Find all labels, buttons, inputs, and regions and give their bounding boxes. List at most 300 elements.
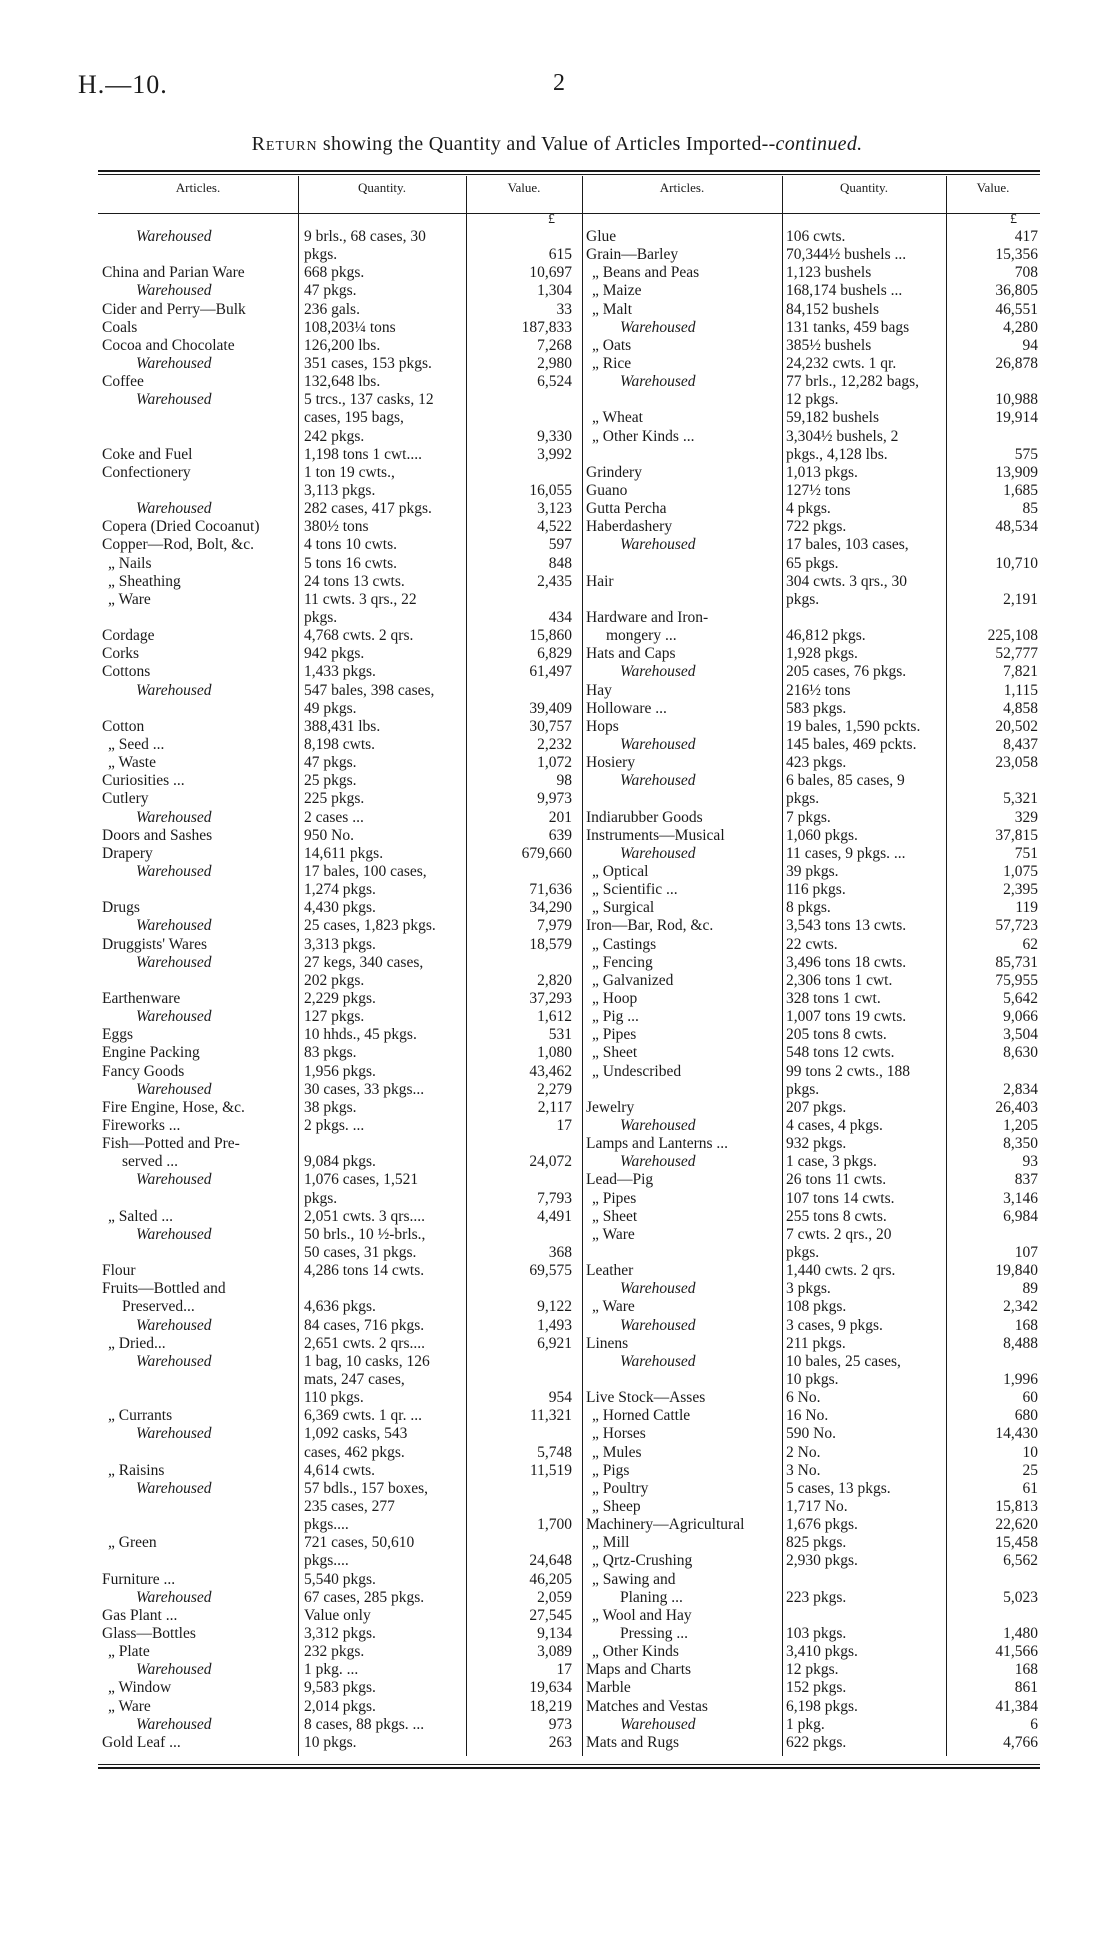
running-header-code: H.—10. [78,70,168,99]
value-cell: 1,205 [1003,1117,1038,1134]
article-cell: „ Undescribed [592,1062,682,1080]
value-cell: 5,748 [537,1443,572,1461]
table-row [586,428,1036,446]
quantity-cell: pkgs. [304,609,338,626]
value-cell: 2,834 [1003,1080,1038,1098]
col-head-quantity-left: Quantity. [358,180,406,195]
article-cell: Holloware ... [586,699,667,717]
value-cell: 9,973 [537,790,572,808]
col-head-value-right: Value. [976,180,1010,195]
article-cell: Engine Packing [102,1044,200,1062]
table-row [586,1026,1036,1044]
value-cell: 43,462 [529,1062,572,1080]
table-row [102,337,572,355]
value-cell: 7,821 [1003,663,1038,681]
article-cell: Confectionery [102,463,191,481]
quantity-cell: 59,182 bushels [786,409,879,427]
quantity-cell: 1,060 pkgs. [786,826,858,844]
quantity-cell: 27 kegs, 340 cases, [304,953,424,971]
quantity-cell: 1,007 tons 19 cwts. [786,1008,907,1026]
value-cell: 2,342 [1003,1298,1038,1316]
quantity-cell: 3,496 tons 18 cwts. [786,953,907,971]
value-cell: 417 [1014,228,1038,245]
article-cell: „ Pig ... [592,1008,639,1026]
article-cell: Warehoused [620,1117,696,1134]
value-cell [948,609,1038,627]
quantity-cell: 3,304½ bushels, 2 [786,427,899,445]
table-row [586,1044,1036,1062]
value-cell: 19,840 [995,1262,1038,1280]
value-cell: 27,545 [529,1606,572,1624]
article-cell: „ Maize [592,282,642,300]
quantity-cell: pkgs. [304,246,338,264]
value-cell [948,1607,1038,1625]
value-cell: 24,072 [529,1153,572,1171]
quantity-cell: 8,198 cwts. [304,736,376,753]
value-cell: 4,858 [1003,699,1038,717]
article-cell: „ Sawing and [592,1570,676,1588]
article-cell: Haberdashery [586,518,673,536]
article-cell: Fish—Potted and Pre- [102,1135,240,1153]
quantity-cell [786,1571,944,1589]
table-row [586,1516,1036,1534]
value-cell: 1,685 [1003,482,1038,499]
value-cell: 3,123 [537,500,572,518]
quantity-cell: 4 pkgs. [786,500,831,518]
table-row [102,264,572,282]
table-row [586,700,1036,718]
article-cell: Warehoused [136,391,212,409]
article-cell [102,409,294,427]
table-row [102,1226,572,1244]
quantity-cell: 622 pkgs. [786,1733,847,1751]
table-row [586,1661,1036,1679]
value-cell: 6,562 [1003,1552,1038,1570]
article-cell: „ Optical [592,863,649,880]
article-cell: Cottons [102,663,151,681]
value-cell: 1,493 [537,1316,572,1334]
article-cell: „ Horned Cattle [592,1407,691,1425]
table-row [102,1117,572,1135]
table-row [586,1425,1036,1443]
value-cell: 5,642 [1003,990,1038,1007]
value-cell: 10,697 [529,264,572,282]
quantity-cell: 1,676 pkgs. [786,1516,858,1534]
table-row [102,1063,572,1081]
article-cell: Warehoused [620,1316,696,1334]
table-row [102,845,572,863]
value-cell: 89 [1022,1280,1038,1298]
value-cell: 225,108 [987,627,1038,645]
value-cell: 837 [1014,1171,1038,1189]
table-row [102,1607,572,1625]
article-cell: Curiosities ... [102,772,185,790]
article-cell: Cordage [102,627,155,645]
table-row [102,1425,572,1443]
table-row [102,555,572,573]
currency-symbol-right: £ [1010,212,1017,227]
table-row [586,1679,1036,1697]
quantity-cell: 57 bdls., 157 boxes, [304,1479,428,1497]
article-cell: Warehoused [136,953,212,971]
table-row [586,355,1036,373]
article-cell: „ Sheathing [108,572,181,590]
table-row [586,373,1036,391]
table-row [586,1190,1036,1208]
currency-symbol-left: £ [548,212,555,227]
table-row [586,1081,1036,1099]
quantity-cell: 84 cases, 716 pkgs. [304,1316,425,1334]
table-row [102,1371,572,1389]
value-cell: 1,700 [537,1516,572,1534]
quantity-cell: 548 tons 12 cwts. [786,1044,895,1062]
page-number: 2 [553,70,565,96]
article-cell: Marble [586,1679,631,1697]
article-cell: Glass—Bottles [102,1625,196,1642]
quantity-cell: 3 cases, 9 pkgs. [786,1316,883,1334]
value-cell: 6,921 [537,1334,572,1352]
article-cell: Drugs [102,899,140,917]
value-cell: 9,134 [537,1625,572,1642]
value-cell: 4,522 [537,518,572,536]
value-cell: 10,988 [995,391,1038,409]
value-cell: 973 [548,1715,572,1733]
quantity-cell: 47 pkgs. [304,754,357,772]
article-cell: Warehoused [620,1715,696,1733]
value-cell: 11,519 [529,1461,572,1479]
article-cell: Copera (Dried Cocoanut) [102,518,260,536]
table-row [102,1498,572,1516]
table-row [586,1280,1036,1298]
article-cell [102,1498,294,1516]
quantity-cell: 70,344½ bushels ... [786,246,907,264]
value-cell: 26,878 [995,355,1038,372]
article-cell: Instruments—Musical [586,826,725,844]
article-cell [586,391,780,409]
article-cell: „ Sheep [592,1498,641,1515]
article-cell: „ Other Kinds [592,1643,679,1661]
value-cell [472,1226,572,1244]
article-cell: „ Other Kinds ... [592,427,695,445]
value-cell: 168 [1014,1316,1038,1334]
table-row [586,573,1036,591]
table-row [586,1063,1036,1081]
value-cell [472,1534,572,1552]
quantity-cell: 50 brls., 10 ½-brls., [304,1225,426,1243]
quantity-cell: pkgs. [304,1189,338,1207]
article-cell: Leather [586,1262,634,1280]
value-cell [948,573,1038,591]
table-row [586,1571,1036,1589]
quantity-cell: 8 pkgs. [786,899,831,917]
quantity-cell: 22 cwts. [786,935,838,953]
table-row [586,790,1036,808]
article-cell: Glue [586,228,617,245]
value-cell: 1,075 [1003,863,1038,880]
article-cell: „ Sheet [592,1207,638,1225]
table-row [586,1171,1036,1189]
value-cell: 41,384 [995,1697,1038,1715]
table-row [586,1462,1036,1480]
value-cell: 2,191 [1003,590,1038,608]
quantity-cell: 5 tons 16 cwts. [304,554,397,572]
table-row [102,500,572,518]
quantity-cell: 12 pkgs. [786,1661,839,1679]
value-cell: 3,146 [1003,1189,1038,1207]
quantity-cell: 328 tons 1 cwt. [786,990,881,1007]
article-cell: „ Raisins [108,1461,165,1479]
table-row [102,1734,572,1752]
quantity-cell: 282 cases, 417 pkgs. [304,500,432,518]
table-row [586,1643,1036,1661]
article-cell [102,609,294,627]
article-cell: Iron—Bar, Rod, &c. [586,917,714,935]
col-head-quantity-right: Quantity. [840,180,888,195]
quantity-cell: 6,369 cwts. 1 qr. ... [304,1407,422,1425]
article-cell [102,1389,294,1407]
quantity-cell: 10 hhds., 45 pkgs. [304,1026,417,1044]
quantity-cell: 1 pkg. ... [304,1661,359,1679]
quantity-cell: 25 pkgs. [304,772,357,790]
value-cell: 61,497 [529,663,572,681]
value-cell: 4,766 [1003,1733,1038,1751]
table-row [102,1516,572,1534]
value-cell: 15,860 [529,627,572,645]
quantity-cell: 11 cwts. 3 qrs., 22 [304,590,417,608]
quantity-cell: pkgs. [786,790,820,808]
value-cell: 16,055 [529,482,572,499]
table-row [586,954,1036,972]
table-row [586,1498,1036,1516]
article-cell: Warehoused [136,228,212,245]
table-row [102,1244,572,1262]
article-cell: „ Pipes [592,1026,637,1044]
quantity-cell: 83 pkgs. [304,1044,357,1062]
table-row [586,917,1036,935]
value-cell: 7,793 [537,1189,572,1207]
table-row [586,736,1036,754]
article-cell [102,700,294,718]
table-row [102,1389,572,1407]
value-cell: 5,321 [1003,790,1038,808]
quantity-cell: 99 tons 2 cwts., 188 [786,1062,910,1080]
value-cell: 26,403 [995,1098,1038,1116]
quantity-cell: 4,636 pkgs. [304,1298,376,1316]
table-row [102,573,572,591]
quantity-cell: 1,123 bushels [786,264,872,282]
quantity-cell [304,1135,466,1153]
quantity-cell: 1,956 pkgs. [304,1062,376,1080]
quantity-cell: 205 tons 8 cwts. [786,1026,887,1044]
quantity-cell: 107 tons 14 cwts. [786,1189,895,1207]
table-row [102,972,572,990]
quantity-cell: 19 bales, 1,590 pckts. [786,717,921,735]
article-cell [586,1081,780,1099]
table-row [102,282,572,300]
quantity-cell: 423 pkgs. [786,754,847,772]
value-cell [948,1063,1038,1081]
table-row [102,409,572,427]
quantity-cell: 2,306 tons 1 cwt. [786,971,893,989]
value-cell: 2,279 [537,1080,572,1098]
table-row [586,881,1036,899]
table-row [102,863,572,881]
table-row [586,990,1036,1008]
article-cell: Drapery [102,844,153,862]
table-row [102,1171,572,1189]
article-cell: Warehoused [136,1425,212,1443]
quantity-cell: 351 cases, 153 pkgs. [304,355,432,372]
quantity-cell: 106 cwts. [786,228,846,245]
article-cell: Warehoused [620,1352,696,1370]
table-row [586,1226,1036,1244]
quantity-cell: 721 cases, 50,610 [304,1534,415,1552]
article-cell: Matches and Vestas [586,1697,708,1715]
article-cell: Fireworks ... [102,1117,181,1134]
value-cell [472,1135,572,1153]
article-cell: „ Scientific ... [592,881,678,899]
quantity-cell: 216½ tons [786,681,851,699]
article-cell: Warehoused [136,282,212,300]
value-cell: 1,480 [1003,1625,1038,1642]
value-cell: 2,395 [1003,881,1038,899]
table-row [586,1153,1036,1171]
quantity-cell: 223 pkgs. [786,1588,847,1606]
table-row [586,500,1036,518]
article-cell [586,1371,780,1389]
quantity-cell: 1,928 pkgs. [786,645,858,663]
quantity-cell: 825 pkgs. [786,1534,847,1552]
quantity-cell: 38 pkgs. [304,1098,357,1116]
article-cell: Cotton [102,717,145,735]
table-row [102,700,572,718]
quantity-cell: 4 cases, 4 pkgs. [786,1117,883,1134]
article-cell: „ Seed ... [108,736,165,753]
quantity-cell: 304 cwts. 3 qrs., 30 [786,572,907,590]
article-cell: „ Hoop [592,990,638,1007]
table-row [102,682,572,700]
quantity-cell: 12 pkgs. [786,391,839,409]
value-cell: 41,566 [995,1643,1038,1661]
quantity-cell: 67 cases, 285 pkgs. [304,1588,425,1606]
value-cell: 18,219 [529,1697,572,1715]
article-cell: Warehoused [620,373,696,391]
quantity-cell: 380½ tons [304,518,369,536]
value-cell: 34,290 [529,899,572,917]
quantity-cell: 26 tons 11 cwts. [786,1171,887,1189]
title-lead: Return [251,133,318,155]
article-cell [102,1444,294,1462]
value-cell: 71,636 [529,881,572,899]
table-row [586,1534,1036,1552]
value-cell: 329 [1014,808,1038,826]
table-row [102,627,572,645]
table-row [102,536,572,554]
article-cell: Maps and Charts [586,1661,692,1679]
value-cell: 11,321 [529,1407,572,1425]
article-cell: Gutta Percha [586,500,667,518]
value-cell: 575 [1014,445,1038,463]
table-row [102,645,572,663]
value-cell [948,373,1038,391]
table-row [102,1534,572,1552]
value-cell [472,1425,572,1443]
quantity-cell: 211 pkgs. [786,1334,846,1352]
table-row [102,1262,572,1280]
value-cell: 62 [1022,935,1038,953]
article-cell: „ Ware [592,1298,635,1316]
value-cell: 7,268 [537,336,572,354]
quantity-cell: 145 bales, 469 pckts. [786,736,917,753]
table-row [102,1190,572,1208]
value-cell [472,954,572,972]
value-cell: 9,330 [537,427,572,445]
table-row [586,1208,1036,1226]
table-row [586,1552,1036,1570]
header-rule [98,213,1040,214]
table-row [586,845,1036,863]
table-row [586,319,1036,337]
value-cell: 23,058 [995,754,1038,772]
article-cell [102,1190,294,1208]
article-cell: Indiarubber Goods [586,808,703,826]
table-row [102,1280,572,1298]
value-cell: 75,955 [995,971,1038,989]
quantity-cell: 127 pkgs. [304,1008,365,1026]
value-cell [948,1226,1038,1244]
value-cell [472,682,572,700]
article-cell: „ Pigs [592,1461,630,1479]
article-cell: mongery ... [606,627,677,645]
article-cell: Hosiery [586,754,636,772]
table-row [586,1625,1036,1643]
article-cell [586,1244,780,1262]
value-cell: 368 [548,1244,572,1261]
article-cell: Warehoused [136,1715,212,1733]
quantity-cell: 4,614 cwts. [304,1461,376,1479]
article-cell: „ Sheet [592,1044,638,1062]
quantity-cell: Value only [304,1606,371,1624]
quantity-cell: 5,540 pkgs. [304,1570,376,1588]
value-cell [472,1498,572,1516]
value-cell: 2,232 [537,736,572,753]
value-cell: 263 [548,1733,572,1751]
quantity-cell: 4,286 tons 14 cwts. [304,1262,425,1280]
article-cell [102,1516,294,1534]
value-cell: 2,820 [537,971,572,989]
quantity-cell: 2 pkgs. ... [304,1117,365,1134]
article-cell: „ Castings [592,935,657,953]
table-row [102,482,572,500]
quantity-cell: 547 bales, 398 cases, [304,681,435,699]
quantity-cell: 3,410 pkgs. [786,1643,858,1661]
article-cell [102,1371,294,1389]
table-row [586,645,1036,663]
quantity-cell: 10 pkgs. [786,1371,839,1388]
quantity-cell: 127½ tons [786,482,851,499]
table-row [102,663,572,681]
quantity-cell: 1 pkg. [786,1715,825,1733]
article-cell: Warehoused [620,772,696,790]
value-cell: 2,059 [537,1588,572,1606]
value-cell: 30,757 [529,717,572,735]
quantity-cell: 1 ton 19 cwts., [304,463,395,481]
table-row [586,228,1036,246]
table-row [586,518,1036,536]
table-row [102,1099,572,1117]
table-row [102,428,572,446]
bottom-rule-thin [98,1764,1040,1765]
